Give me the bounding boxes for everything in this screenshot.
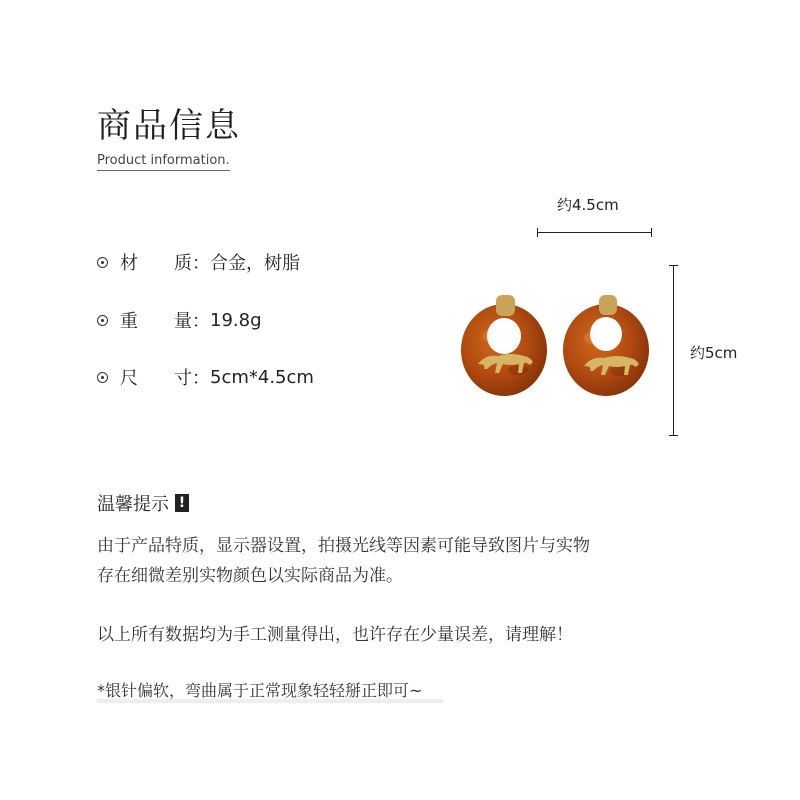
height-dimension-label: 约5cm	[690, 344, 738, 362]
spec-weight: 重 量 ： 19.8g	[97, 307, 262, 333]
spec-value: 5cm*4.5cm	[210, 366, 314, 388]
warning-icon: !	[175, 494, 189, 512]
spec-material: 材 质 ： 合金，树脂	[97, 249, 300, 275]
left-earring	[461, 295, 547, 396]
right-earring	[563, 295, 649, 396]
tips-heading	[97, 490, 189, 516]
tips-line-2: 存在细微差别实物颜色以实际商品为准。	[97, 566, 403, 586]
spec-key-char1: 材	[120, 253, 138, 274]
width-dimension-line	[537, 232, 652, 233]
bullet-icon	[97, 315, 108, 326]
spec-key-char1: 重	[120, 311, 138, 332]
spec-value: 合金，树脂	[210, 253, 300, 274]
earrings-image	[458, 292, 658, 400]
height-dimension-line	[673, 265, 674, 436]
tips-line-1: 由于产品特质，显示器设置，拍摄光线等因素可能导致图片与实物	[97, 536, 590, 556]
width-dimension-label: 约4.5cm	[557, 196, 619, 214]
spec-key-char1: 尺	[120, 368, 138, 389]
spec-key-char2: 量	[174, 311, 192, 332]
spec-key-char2: 寸	[174, 368, 192, 389]
bullet-icon	[97, 257, 108, 268]
spec-key-char2: 质	[174, 253, 192, 274]
tips-line-3: 以上所有数据均为手工测量得出，也许存在少量误差，请理解！	[97, 625, 573, 645]
tips-note: *银针偏软，弯曲属于正常现象轻轻掰正即可~	[97, 681, 423, 700]
page-subtitle: Product information.	[97, 153, 230, 171]
spec-value: 19.8g	[210, 309, 262, 331]
tips-title: 温馨提示	[97, 494, 169, 515]
spec-size: 尺 寸 ： 5cm*4.5cm	[97, 364, 314, 390]
bullet-icon	[97, 372, 108, 383]
page-title: 商品信息	[97, 106, 241, 146]
